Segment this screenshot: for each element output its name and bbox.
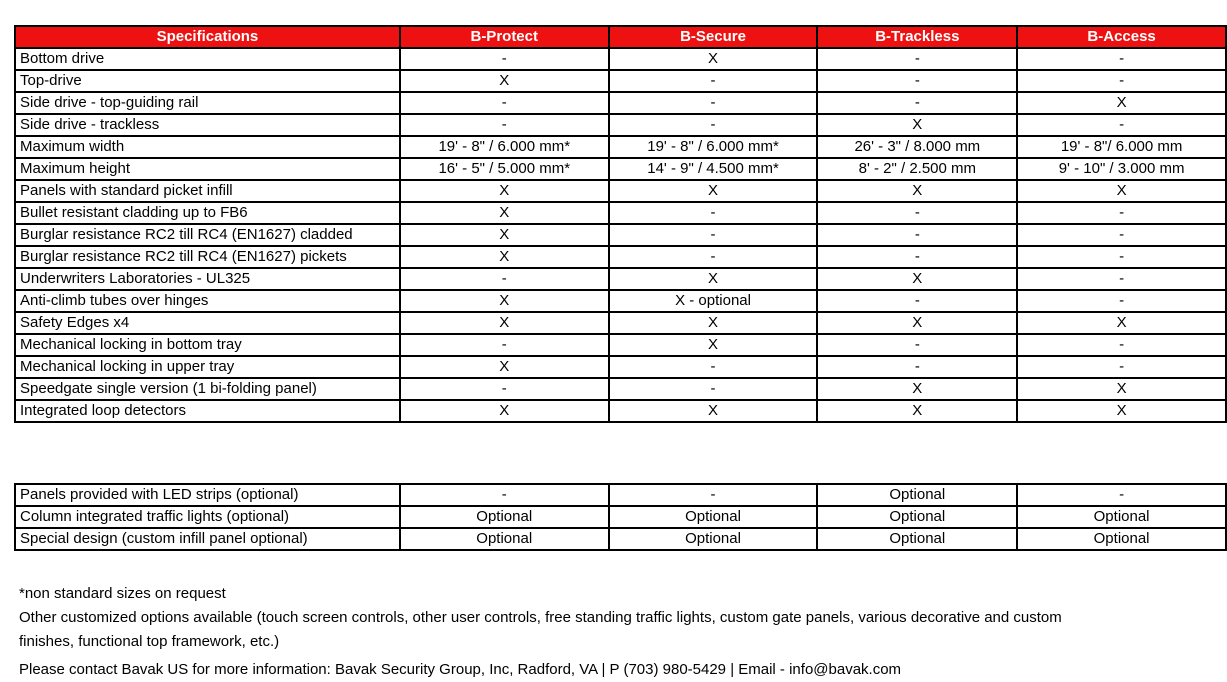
value-cell: X	[609, 180, 818, 202]
table-row	[15, 378, 1226, 400]
spec-label-cell: Side drive - top-guiding rail	[15, 92, 400, 114]
table-row	[15, 224, 1226, 246]
value-cell: X	[1017, 400, 1226, 422]
table-row	[15, 180, 1226, 202]
spec-label-cell: Speedgate single version (1 bi-folding panel)	[15, 378, 400, 400]
table-row	[15, 246, 1226, 268]
value-cell: X	[817, 114, 1017, 136]
value-cell: -	[817, 290, 1017, 312]
header-model-2: B-Secure	[609, 26, 818, 48]
note-other-options-line2: finishes, functional top framework, etc.)	[19, 633, 280, 650]
table-header-row	[15, 26, 1226, 48]
value-cell: -	[1017, 334, 1226, 356]
table-row	[15, 400, 1226, 422]
value-cell: -	[817, 356, 1017, 378]
value-cell: -	[609, 202, 818, 224]
value-cell: X	[817, 378, 1017, 400]
value-cell: X	[817, 268, 1017, 290]
value-cell: -	[1017, 48, 1226, 70]
value-cell: X	[609, 268, 818, 290]
spec-label-cell: Bottom drive	[15, 48, 400, 70]
value-cell: X	[1017, 378, 1226, 400]
value-cell: -	[817, 224, 1017, 246]
value-cell: Optional	[609, 506, 818, 528]
value-cell: X	[817, 312, 1017, 334]
table-row	[15, 92, 1226, 114]
value-cell: 14' - 9" / 4.500 mm*	[609, 158, 818, 180]
specifications-table	[14, 25, 1227, 423]
value-cell: -	[609, 356, 818, 378]
spec-label-cell: Side drive - trackless	[15, 114, 400, 136]
value-cell: -	[609, 70, 818, 92]
value-cell: X	[400, 246, 609, 268]
table-row	[15, 528, 1226, 550]
value-cell: X	[609, 312, 818, 334]
value-cell: 8' - 2" / 2.500 mm	[817, 158, 1017, 180]
value-cell: X	[609, 48, 818, 70]
value-cell: Optional	[400, 506, 609, 528]
spec-label-cell: Burglar resistance RC2 till RC4 (EN1627) cladded	[15, 224, 400, 246]
value-cell: X	[609, 400, 818, 422]
value-cell: -	[400, 48, 609, 70]
value-cell: -	[817, 202, 1017, 224]
value-cell: -	[1017, 202, 1226, 224]
value-cell: X	[1017, 180, 1226, 202]
value-cell: X	[609, 334, 818, 356]
note-contact-info: Please contact Bavak US for more information: Bavak Security Group, Inc, Radford, VA | P (703) 980-5429 | Email - info@bavak.com	[19, 661, 902, 678]
value-cell: X	[400, 70, 609, 92]
value-cell: 26' - 3" / 8.000 mm	[817, 136, 1017, 158]
value-cell: -	[1017, 224, 1226, 246]
spec-label-cell: Integrated loop detectors	[15, 400, 400, 422]
header-specifications: Specifications	[15, 26, 400, 48]
spec-label-cell: Bullet resistant cladding up to FB6	[15, 202, 400, 224]
value-cell: X	[400, 290, 609, 312]
options-table	[14, 483, 1227, 551]
table-row	[15, 136, 1226, 158]
table-row	[15, 356, 1226, 378]
table-row	[15, 202, 1226, 224]
value-cell: Optional	[609, 528, 818, 550]
value-cell: Optional	[817, 484, 1017, 506]
spec-label-cell: Burglar resistance RC2 till RC4 (EN1627) pickets	[15, 246, 400, 268]
value-cell: -	[1017, 114, 1226, 136]
value-cell: -	[609, 246, 818, 268]
value-cell: X - optional	[609, 290, 818, 312]
value-cell: 9' - 10" / 3.000 mm	[1017, 158, 1226, 180]
spec-label-cell: Panels with standard picket infill	[15, 180, 400, 202]
value-cell: -	[609, 484, 818, 506]
table-row	[15, 312, 1226, 334]
value-cell: -	[1017, 290, 1226, 312]
value-cell: -	[1017, 484, 1226, 506]
value-cell: X	[1017, 92, 1226, 114]
value-cell: Optional	[400, 528, 609, 550]
header-model-3: B-Trackless	[817, 26, 1017, 48]
note-other-options-line1: Other customized options available (touch screen controls, other user controls, free standing traffic lights, custom gate panels, various decorative and custom	[19, 609, 1062, 626]
table-row	[15, 158, 1226, 180]
value-cell: -	[400, 114, 609, 136]
value-cell: Optional	[817, 506, 1017, 528]
spec-label-cell: Anti-climb tubes over hinges	[15, 290, 400, 312]
value-cell: -	[1017, 246, 1226, 268]
table-row	[15, 290, 1226, 312]
spec-label-cell: Panels provided with LED strips (optional)	[15, 484, 400, 506]
note-nonstandard-sizes: *non standard sizes on request	[19, 585, 226, 602]
value-cell: -	[1017, 70, 1226, 92]
spec-label-cell: Top-drive	[15, 70, 400, 92]
value-cell: -	[400, 92, 609, 114]
value-cell: Optional	[817, 528, 1017, 550]
value-cell: X	[400, 356, 609, 378]
value-cell: 16' - 5" / 5.000 mm*	[400, 158, 609, 180]
value-cell: -	[609, 92, 818, 114]
spec-label-cell: Mechanical locking in bottom tray	[15, 334, 400, 356]
spec-label-cell: Underwriters Laboratories - UL325	[15, 268, 400, 290]
value-cell: X	[817, 400, 1017, 422]
value-cell: -	[817, 70, 1017, 92]
table-row	[15, 70, 1226, 92]
value-cell: X	[1017, 312, 1226, 334]
value-cell: -	[1017, 268, 1226, 290]
table-row	[15, 48, 1226, 70]
spec-label-cell: Mechanical locking in upper tray	[15, 356, 400, 378]
table-row	[15, 268, 1226, 290]
spec-label-cell: Maximum height	[15, 158, 400, 180]
value-cell: Optional	[1017, 528, 1226, 550]
table-row	[15, 334, 1226, 356]
value-cell: -	[1017, 356, 1226, 378]
value-cell: -	[817, 92, 1017, 114]
value-cell: -	[609, 378, 818, 400]
value-cell: X	[400, 224, 609, 246]
value-cell: X	[400, 312, 609, 334]
value-cell: -	[400, 334, 609, 356]
spec-label-cell: Column integrated traffic lights (optional)	[15, 506, 400, 528]
value-cell: X	[400, 202, 609, 224]
spec-label-cell: Safety Edges x4	[15, 312, 400, 334]
table-row	[15, 506, 1226, 528]
value-cell: X	[400, 180, 609, 202]
value-cell: X	[400, 400, 609, 422]
value-cell: -	[400, 268, 609, 290]
value-cell: -	[609, 224, 818, 246]
value-cell: -	[400, 484, 609, 506]
value-cell: -	[817, 48, 1017, 70]
value-cell: -	[817, 334, 1017, 356]
value-cell: X	[817, 180, 1017, 202]
value-cell: Optional	[1017, 506, 1226, 528]
value-cell: -	[609, 114, 818, 136]
table-row	[15, 114, 1226, 136]
spec-label-cell: Special design (custom infill panel optional)	[15, 528, 400, 550]
table-row	[15, 484, 1226, 506]
value-cell: 19' - 8" / 6.000 mm*	[609, 136, 818, 158]
header-model-4: B-Access	[1017, 26, 1226, 48]
value-cell: -	[817, 246, 1017, 268]
value-cell: 19' - 8" / 6.000 mm*	[400, 136, 609, 158]
header-model-1: B-Protect	[400, 26, 609, 48]
value-cell: -	[400, 378, 609, 400]
value-cell: 19' - 8"/ 6.000 mm	[1017, 136, 1226, 158]
spec-label-cell: Maximum width	[15, 136, 400, 158]
